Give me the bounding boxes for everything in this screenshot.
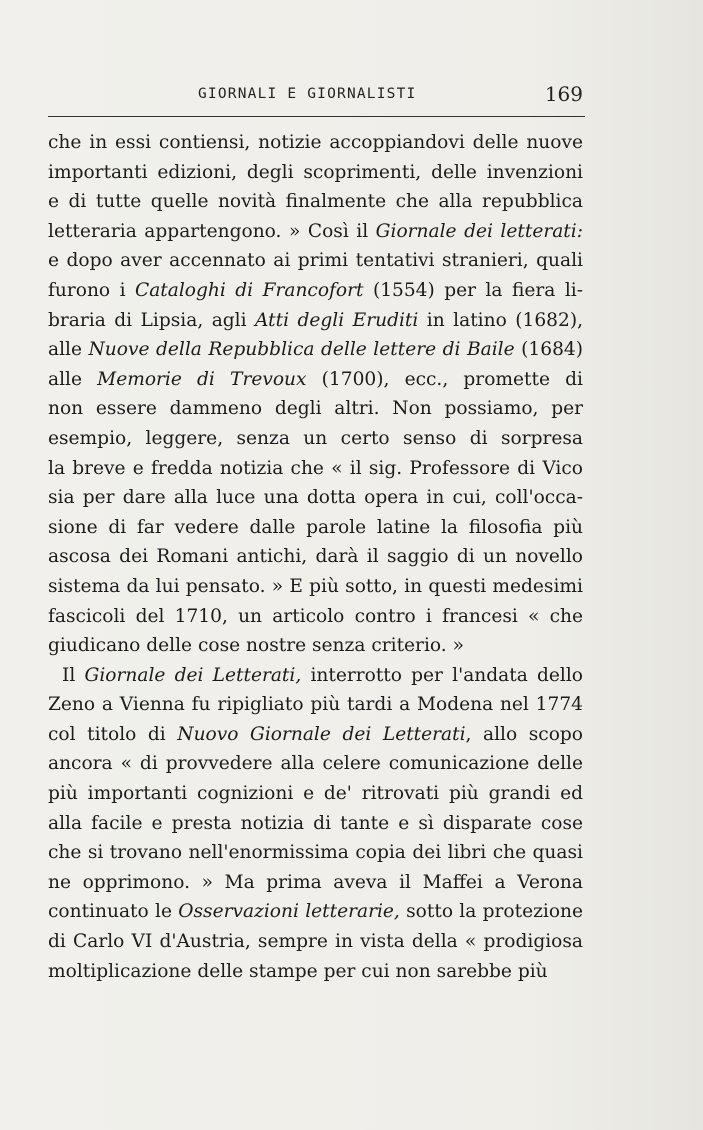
text-segment: la breve e fredda notizia che « il sig. Professore di Vico — [48, 457, 583, 479]
text-segment: alla facile e presta notizia di tante e sì disparate cose — [48, 812, 583, 834]
text-segment: fascicoli del 1710, un articolo contro i francesi « che — [48, 605, 583, 627]
text-line — [48, 631, 583, 661]
text-segment: ascosa dei Romani antichi, darà il saggio di un novello — [48, 546, 583, 568]
text-line — [48, 690, 583, 720]
text-segment: furono i — [48, 279, 135, 301]
text-line — [48, 365, 583, 395]
text-segment: in latino (1682), — [418, 309, 583, 331]
text-segment: moltiplicazione delle stampe per cui non sarebbe più — [48, 960, 548, 982]
text-line — [48, 187, 583, 217]
text-segment: ancora « di provvedere alla celere comunicazione delle — [48, 753, 583, 775]
text-line — [48, 749, 583, 779]
text-line — [48, 424, 583, 454]
page-number: 169 — [544, 82, 583, 106]
text-segment: (1554) per la fiera li- — [363, 279, 583, 301]
body-text — [48, 128, 583, 986]
running-title: GIORNALI E GIORNALISTI — [198, 86, 417, 102]
text-segment: Il — [62, 664, 85, 686]
text-line — [48, 483, 583, 513]
italic-title: Osservazioni letterarie, — [178, 901, 400, 923]
italic-title: Cataloghi di Francofort — [134, 279, 364, 301]
text-segment: non essere dammeno degli altri. Non possiamo, per — [48, 398, 583, 420]
text-segment: interrotto per l'andata dello — [301, 664, 584, 686]
text-line — [48, 779, 583, 809]
text-line — [48, 572, 583, 602]
text-segment: sistema da lui pensato. » E più sotto, in questi medesimi — [48, 575, 583, 597]
text-segment: sione di far vedere dalle parole latine la filosofia più — [48, 516, 583, 538]
text-segment: di Carlo VI d'Austria, sempre in vista della « prodigiosa — [48, 931, 583, 953]
text-segment: col titolo di — [48, 723, 178, 745]
text-line — [48, 454, 583, 484]
text-segment: e dopo aver accennato ai primi tentativi stranieri, quali — [48, 250, 583, 272]
text-line — [48, 720, 583, 750]
text-line — [48, 957, 583, 987]
text-segment: e di tutte quelle novità finalmente che alla repubblica — [48, 191, 583, 213]
italic-title: Nuove della Repubblica delle lettere di Baile — [88, 339, 515, 361]
text-line — [48, 542, 583, 572]
text-line — [48, 246, 583, 276]
italic-title: Atti degli Eruditi — [255, 309, 419, 331]
text-segment: importanti edizioni, degli scoprimenti, delle invenzioni — [48, 161, 583, 183]
text-line — [48, 276, 583, 306]
header-rule — [48, 116, 585, 117]
text-line — [48, 158, 583, 188]
text-segment: , allo scopo — [465, 723, 583, 745]
italic-title: Giornale dei letterati: — [375, 220, 583, 242]
italic-title: Nuovo Giornale dei Letterati — [177, 723, 466, 745]
text-segment: sia per dare alla luce una dotta opera in cui, coll'occa- — [48, 487, 583, 509]
text-line — [48, 217, 583, 247]
text-segment: sotto la protezione — [399, 901, 584, 923]
text-segment: continuato le — [48, 901, 179, 923]
text-segment: giudicano delle cose nostre senza criterio. » — [48, 635, 464, 657]
text-line — [48, 128, 583, 158]
text-line — [48, 602, 583, 632]
text-line — [48, 394, 583, 424]
text-segment: alle — [48, 339, 89, 361]
text-line — [48, 513, 583, 543]
text-line — [48, 335, 583, 365]
text-segment: (1684) — [514, 339, 583, 361]
text-segment: che si trovano nell'enormissima copia dei libri che quasi — [48, 842, 583, 864]
italic-title: Memorie di Trevoux — [97, 368, 307, 390]
italic-title: Giornale dei Letterati, — [84, 664, 302, 686]
text-line — [48, 661, 583, 691]
text-segment: (1700), ecc., promette di — [306, 368, 583, 390]
text-line — [48, 809, 583, 839]
text-segment: alle — [48, 368, 98, 390]
text-line — [48, 927, 583, 957]
text-line — [48, 868, 583, 898]
page-header — [48, 84, 585, 114]
text-segment: più importanti cognizioni e de' ritrovati più grandi ed — [48, 783, 583, 805]
text-line — [48, 306, 583, 336]
text-segment: braria di Lipsia, agli — [48, 309, 256, 331]
text-line — [48, 897, 583, 927]
text-line — [48, 838, 583, 868]
text-segment: Zeno a Vienna fu ripigliato più tardi a Modena nel 1774 — [48, 694, 583, 716]
text-segment: ne opprimono. » Ma prima aveva il Maffei a Verona — [48, 871, 583, 893]
text-segment: che in essi contiensi, notizie accoppiandovi delle nuove — [48, 132, 583, 153]
text-segment: letteraria appartengono. » Così il — [48, 220, 376, 242]
text-segment: esempio, leggere, senza un certo senso di sorpresa — [48, 427, 583, 449]
